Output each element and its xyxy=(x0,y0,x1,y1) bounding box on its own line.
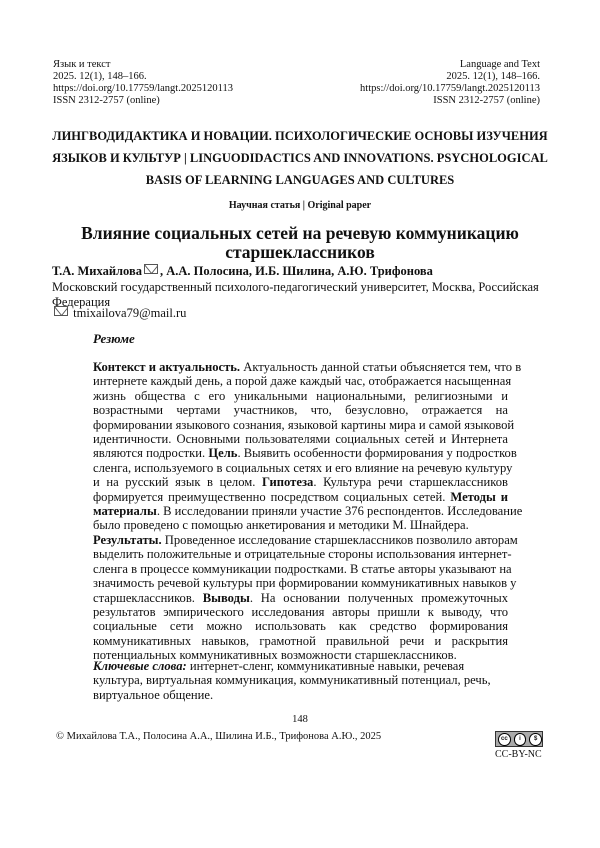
abstract-line xyxy=(93,446,508,460)
abstract-text: интернете каждый день, а порой даже каждый час, отображается насыщенная xyxy=(93,374,511,388)
abstract-subheading: Цель xyxy=(208,446,237,460)
abstract-subheading: Методы и xyxy=(450,490,508,504)
abstract-line xyxy=(93,432,508,446)
affiliation: Московский государственный психолого-педагогический университет, Москва, Российская Федерация xyxy=(52,280,562,310)
abstract-line xyxy=(93,461,508,475)
abstract-text: идентичности. Основными пользователями социальных сетей и Интернета xyxy=(93,432,508,446)
abstract-line xyxy=(93,533,508,547)
abstract-line xyxy=(93,389,508,403)
abstract-line xyxy=(93,576,508,590)
abstract-line xyxy=(93,490,508,504)
journal-name-ru: Язык и текст xyxy=(53,59,233,71)
abstract-line xyxy=(93,475,508,489)
abstract-text: . Выявить особенности формирования у подростков xyxy=(237,446,516,460)
doi-link[interactable]: https://doi.org/10.17759/langt.2025120113 xyxy=(360,83,540,95)
abstract-line xyxy=(93,619,508,633)
abstract-text: социальные сети можно использовать как средство формирования xyxy=(93,619,508,633)
issn: ISSN 2312-2757 (online) xyxy=(53,95,233,107)
abstract-line xyxy=(93,591,508,605)
abstract-heading: Резюме xyxy=(93,331,135,347)
abstract-text: Актуальность данной статьи объясняется тем, что в xyxy=(240,360,521,374)
abstract-text: старшеклассников. xyxy=(93,591,203,605)
abstract-line xyxy=(93,634,508,648)
doi-link[interactable]: https://doi.org/10.17759/langt.2025120113 xyxy=(53,83,233,95)
corresponding-author: Т.А. Михайлова xyxy=(52,264,142,278)
abstract-line xyxy=(93,562,508,576)
abstract-line xyxy=(93,547,508,561)
header-left xyxy=(53,59,233,107)
abstract-text: сленга, используемого в социальных сетях и его влияние на речевую культуру xyxy=(93,461,512,475)
abstract-text: жизнь общества с его уникальными национальными, религиозными и xyxy=(93,389,508,403)
page-number: 148 xyxy=(0,714,600,725)
abstract-subheading: Гипотеза xyxy=(262,475,313,489)
abstract-text: сленга в процессе коммуникации подростками. В статье авторы указывают на xyxy=(93,562,512,576)
license-label: CC-BY-NC xyxy=(495,749,542,760)
cc-license-badge-icon: cc i $ xyxy=(495,731,543,747)
copyright: © Михайлова Т.А., Полосина А.А., Шилина И.Б., Трифонова А.Ю., 2025 xyxy=(56,731,381,742)
authors xyxy=(52,264,433,279)
abstract-text: являются подростки. xyxy=(93,446,208,460)
abstract-line xyxy=(93,605,508,619)
abstract-subheading: Результаты. xyxy=(93,533,162,547)
abstract-text: возрастными чертами участников, что, безусловно, отражается на xyxy=(93,403,508,417)
abstract-subheading: материалы xyxy=(93,504,157,518)
abstract-line xyxy=(93,504,508,518)
abstract-text: результатов эмпирического исследования авторы пришли к выводу, что xyxy=(93,605,508,619)
abstract-text: было проведено с помощью анкетирования и методики М. Шнайдера. xyxy=(93,518,469,532)
article-title: Влияние социальных сетей на речевую коммуникацию старшеклассников xyxy=(40,224,560,262)
abstract-line xyxy=(93,360,508,374)
abstract-text: . Культура речи старшеклассников xyxy=(313,475,508,489)
paper-page xyxy=(0,0,600,848)
email-link[interactable]: tmixailova79@mail.ru xyxy=(73,306,186,320)
abstract-text: формировании языкового сознания, языковой картины мира и самой языковой xyxy=(93,418,514,432)
abstract-text: . В исследовании приняли участие 376 респондентов. Исследование xyxy=(157,504,523,518)
keywords xyxy=(93,659,508,702)
keywords-text: интернет-сленг, коммуникативные навыки, речевая культура, виртуальная коммуникация, коммуникативный потенциал, речь, виртуальное общение. xyxy=(93,659,491,702)
abstract-line xyxy=(93,374,508,388)
journal-name-en: Language and Text xyxy=(360,59,540,71)
other-authors: , А.А. Полосина, И.Б. Шилина, А.Ю. Трифонова xyxy=(160,264,433,278)
abstract-line xyxy=(93,418,508,432)
abstract-subheading: Выводы xyxy=(203,591,250,605)
header-right xyxy=(360,59,540,107)
abstract-text: Проведенное исследование старшеклассников позволило авторам xyxy=(162,533,518,547)
abstract-subheading: Контекст и актуальность. xyxy=(93,360,240,374)
article-type: Научная статья | Original paper xyxy=(0,200,600,211)
abstract-text: и на русский язык в целом. xyxy=(93,475,262,489)
journal-issue: 2025. 12(1), 148–166. xyxy=(53,71,233,83)
journal-issue: 2025. 12(1), 148–166. xyxy=(360,71,540,83)
abstract-text: выделить положительные и отрицательные стороны использования интернет- xyxy=(93,547,512,561)
envelope-icon xyxy=(144,264,158,274)
abstract-line xyxy=(93,403,508,417)
abstract-text: значимость речевой культуры при формировании коммуникативных навыков у xyxy=(93,576,516,590)
abstract-text: . На основании полученных промежуточных xyxy=(250,591,508,605)
abstract-text: формируется преимущественно посредством социальных сетей. xyxy=(93,490,450,504)
abstract-text: коммуникативных навыков, грамотной правильной речи и раскрытия xyxy=(93,634,508,648)
email-line xyxy=(52,306,186,321)
abstract-body xyxy=(93,360,508,663)
envelope-icon xyxy=(54,306,68,316)
abstract-line xyxy=(93,518,508,532)
section-heading: ЛИНГВОДИДАКТИКА И НОВАЦИИ. ПСИХОЛОГИЧЕСКИЕ ОСНОВЫ ИЗУЧЕНИЯ ЯЗЫКОВ И КУЛЬТУР | LINGUODIDACTICS AND INNOVATIONS. PSYCHOLOGICAL BASIS OF LEARNING LANGUAGES AND CULTURES xyxy=(40,125,560,191)
issn: ISSN 2312-2757 (online) xyxy=(360,95,540,107)
keywords-label: Ключевые слова: xyxy=(93,659,187,673)
abstract-text: потенциальных коммуникативных возможности старшеклассников. xyxy=(93,648,457,662)
